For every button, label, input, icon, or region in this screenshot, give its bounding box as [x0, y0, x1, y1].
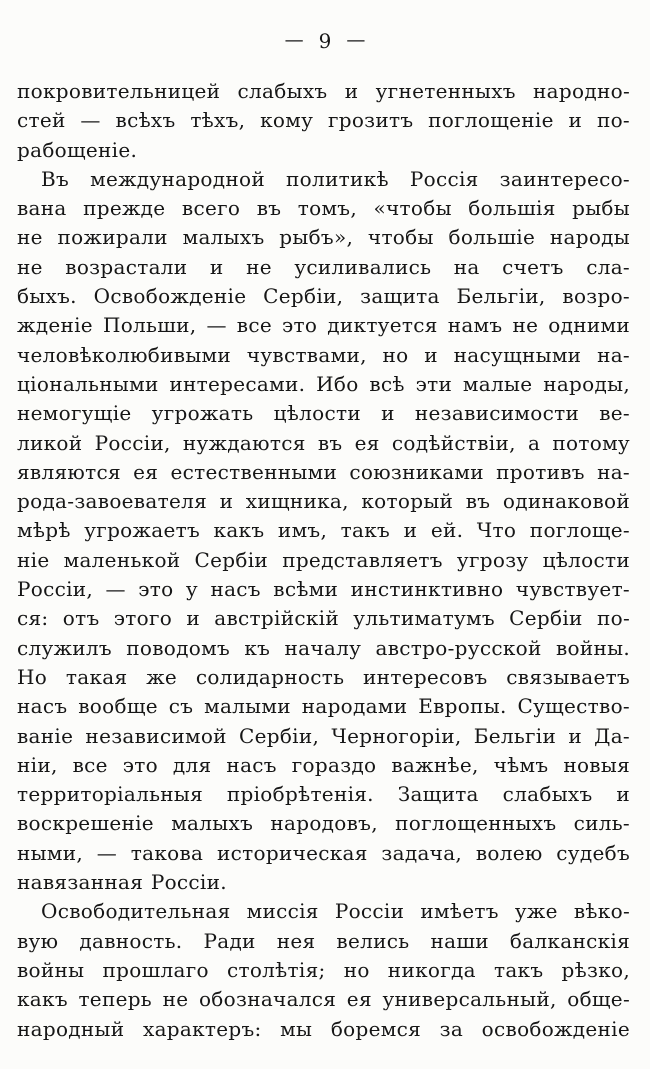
text-line: стей — всѣхъ тѣхъ, кому грозитъ поглощеніе и по- [17, 108, 630, 133]
text-line: не возрастали и не усиливались на счетъ сла- [17, 254, 630, 279]
paragraph [17, 897, 630, 1043]
text-line: немогущіе угрожать цѣлости и независимости ве- [17, 401, 630, 426]
text-line: войны прошлаго столѣтія; но никогда такъ рѣзко, [17, 957, 630, 982]
text-line: рода-завоевателя и хищника, который въ одинаковой [17, 489, 630, 514]
page-header [0, 0, 650, 54]
paragraph [17, 165, 630, 897]
text-line: человѣколюбивыми чувствами, но и насущными на- [17, 342, 630, 367]
text-line: Россіи, — это у насъ всѣми инстинктивно чувствует- [17, 577, 630, 602]
text-line: ваніе независимой Сербіи, Черногоріи, Бельгіи и Да- [17, 723, 630, 748]
text-line: быхъ. Освобожденіе Сербіи, защита Бельгіи, возро- [17, 284, 630, 309]
text-line: не пожирали малыхъ рыбъ», чтобы большіе народы [17, 225, 630, 250]
text-line: вана прежде всего въ томъ, «чтобы большія рыбы [17, 196, 630, 221]
text-line: покровительницей слабыхъ и угнетенныхъ народно- [17, 79, 630, 103]
text-line: насъ вообще съ малыми народами Европы. Существо- [17, 694, 630, 719]
text-line: ніе маленькой Сербіи представляетъ угрозу цѣлости [17, 547, 630, 572]
page-text-block [0, 54, 650, 1044]
text-line: ціональными интересами. Ибо всѣ эти малые народы, [17, 371, 630, 396]
text-line: мѣрѣ угрожаетъ какъ имъ, такъ и ей. Что поглоще- [17, 518, 630, 543]
header-dash-left: — [284, 29, 304, 51]
text-line: территоріальныя пріобрѣтенія. Защита слабыхъ и [17, 782, 630, 807]
text-line: Но такая же солидарность интересовъ связываетъ [17, 664, 630, 689]
text-line: какъ теперь не обозначался ея универсальный, обще- [17, 987, 630, 1012]
text-line: служилъ поводомъ къ началу австро-русской войны. [17, 635, 630, 660]
text-line: жденіе Польши, — все это диктуется намъ не одними [17, 313, 630, 338]
text-line: ликой Россіи, нуждаются въ ея содѣйствіи, а потому [17, 430, 630, 455]
text-line: воскрешеніе малыхъ народовъ, поглощенныхъ силь- [17, 811, 630, 836]
text-line: ными, — такова историческая задача, волею судебъ [17, 840, 630, 865]
paragraph [17, 77, 630, 165]
text-line: ніи, все это для насъ гораздо важнѣе, чѣмъ новыя [17, 752, 630, 777]
text-line: Въ международной политикѣ Россія заинтересо- [41, 166, 630, 191]
text-line: ся: отъ этого и австрійскій ультиматумъ Сербіи по- [17, 606, 630, 631]
text-line: вую давность. Ради нея велись наши балканскія [17, 928, 630, 953]
text-line: навязанная Россіи. [17, 870, 227, 895]
text-line: рабощеніе. [17, 137, 138, 162]
text-line: народный характеръ: мы боремся за освобожденіе [17, 1016, 630, 1041]
header-dash-right: — [346, 29, 366, 51]
text-line: являются ея естественными союзниками противъ на- [17, 459, 630, 484]
page-number: 9 [318, 29, 332, 53]
text-line: Освободительная миссія Россіи имѣетъ уже вѣко- [41, 899, 630, 924]
